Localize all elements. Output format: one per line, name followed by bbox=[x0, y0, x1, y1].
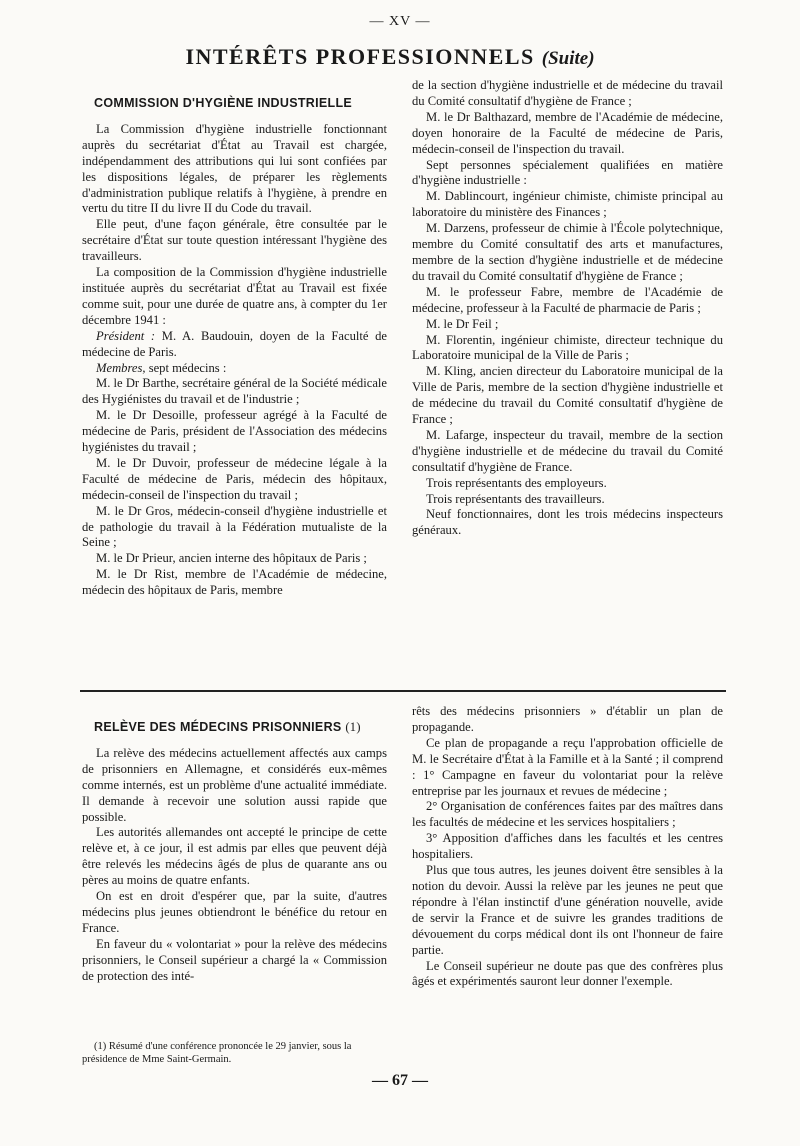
footnote-ref: (1) bbox=[345, 720, 361, 734]
paragraph: Plus que tous autres, les jeunes doivent être sensibles à la notion du devoir. Aussi la relève par les jeunes ne peut que répondre à l'élan instinctif d'une génération nouvelle, avide de servir la France et de suivre les grandes traditions de dévouement du corps médical dont ils ont l'honneur de faire partie. bbox=[412, 863, 723, 957]
member-entry: M. le Dr Prieur, ancien interne des hôpitaux de Paris ; bbox=[96, 551, 367, 566]
footnote bbox=[82, 1040, 387, 1066]
paragraph: Les autorités allemandes ont accepté le principe de cette relève et, à ce jour, il est admis par elles que peuvent déjà être relevés les médecins âgés de plus de quarante ans ou pères au moins de quatre enfants. bbox=[82, 825, 387, 888]
section-divider bbox=[80, 690, 726, 692]
page-number-roman: — XV — bbox=[369, 14, 431, 29]
membres-text: sept médecins : bbox=[145, 360, 227, 375]
paragraph: En faveur du « volontariat » pour la relève des médecins prisonniers, le Conseil supérieur a chargé la « Commission de protection des inté- bbox=[82, 936, 387, 983]
member-entry: M. Darzens, professeur de chimie à l'École polytechnique, membre du Comité consultatif des arts et manufactures, membre de la section d'hygiène industrielle et de médecine du travail du Comité consultatif d'hygiène de France ; bbox=[412, 221, 723, 283]
section1-column-left bbox=[82, 96, 387, 599]
paragraph: 3° Apposition d'affiches dans les facultés et les centres hospitaliers. bbox=[412, 831, 723, 862]
member-entry: M. le Dr Gros, médecin-conseil d'hygiène industrielle et de pathologie du travail à la Fédération mutualiste de la Seine ; bbox=[82, 503, 387, 550]
page-title-text: INTÉRÊTS PROFESSIONNELS bbox=[185, 44, 535, 69]
section2-heading bbox=[94, 720, 387, 736]
paragraph: Le Conseil supérieur ne doute pas que des confrères plus âgés et expérimentés sauront leur donner l'exemple. bbox=[412, 958, 723, 989]
member-entry: Trois représentants des travailleurs. bbox=[426, 491, 605, 506]
member-entry-continued: de la section d'hygiène industrielle et de médecine du travail du Comité consultatif d'hygiène de France ; bbox=[412, 78, 723, 108]
member-entry: M. Florentin, ingénieur chimiste, directeur technique du Laboratoire municipal de la Ville de Paris ; bbox=[412, 332, 723, 363]
membres-line bbox=[82, 361, 387, 377]
paragraph: On est en droit d'espérer que, par la suite, d'autres médecins plus jeunes obtiendront le bénéfice du retour en France. bbox=[82, 889, 387, 935]
member-entry: M. le Dr Balthazard, membre de l'Académie de médecine, doyen honoraire de la Faculté de médecine de Paris, médecin-conseil de l'inspection du travail. bbox=[412, 109, 723, 156]
paragraph-continued: rêts des médecins prisonniers » d'établir un plan de propagande. bbox=[412, 704, 723, 734]
member-entry: M. Lafarge, inspecteur du travail, membre de la section d'hygiène industrielle et de médecine du travail du Comité consultatif d'hygiène de France. bbox=[412, 427, 723, 474]
member-entry: M. Kling, ancien directeur du Laboratoire municipal de la Ville de Paris, membre de la section d'hygiène industrielle et de médecine du travail du Comité consultatif d'hygiène de France ; bbox=[412, 364, 723, 427]
member-entry: Trois représentants des employeurs. bbox=[426, 475, 607, 490]
president-text: M. A. Baudouin, doyen de la Faculté de médecine de Paris. bbox=[82, 328, 387, 359]
member-entry: M. le Dr Rist, membre de l'Académie de médecine, médecin des hôpitaux de Paris, membre bbox=[82, 567, 387, 598]
page-title-suffix: (Suite) bbox=[541, 48, 595, 69]
paragraph: La composition de la Commission d'hygiène industrielle instituée auprès du secrétariat d'État au Travail est fixée comme suit, pour une durée de quatre ans, à compter du 1er décembre 1941 : bbox=[82, 265, 387, 327]
member-entry: M. Dablincourt, ingénieur chimiste, chimiste principal au laboratoire du ministère des Finances ; bbox=[412, 189, 723, 220]
member-entry: M. le Dr Duvoir, professeur de médecine légale à la Faculté de médecine de Paris, médecin des hôpitaux, médecin-conseil de l'inspection du travail ; bbox=[82, 455, 387, 502]
membres-label: Membres, bbox=[96, 360, 146, 375]
member-entry: Neuf fonctionnaires, dont les trois médecins inspecteurs généraux. bbox=[412, 507, 723, 538]
paragraph: Sept personnes spécialement qualifiées en matière d'hygiène industrielle : bbox=[412, 157, 723, 188]
section1-column-right bbox=[412, 78, 723, 539]
section2-column-left bbox=[82, 720, 387, 985]
paragraph: La Commission d'hygiène industrielle fonctionnant auprès du secrétariat d'État au Travail est chargée, indépendamment des attributions qui lui sont confiées par les dispositions légales, de préparer les règlements d'administration publique relatifs à l'hygiène, à prendre en vertu du titre II du livre II du Code du travail. bbox=[82, 121, 387, 216]
president-line bbox=[82, 329, 387, 361]
footnote-text: (1) Résumé d'une conférence prononcée le 29 janvier, sous la présidence de Mme Saint-Germain. bbox=[82, 1041, 352, 1065]
page-number: — 67 — bbox=[372, 1072, 428, 1089]
paragraph: Elle peut, d'une façon générale, être consultée par le secrétaire d'État sur toute question intéressant l'hygiène des travailleurs. bbox=[82, 217, 387, 264]
paragraph: La relève des médecins actuellement affectés aux camps de prisonniers en Allemagne, et considérés eux-mêmes comme internés, est un problème d'une actualité immédiate. Il demande à recevoir une solution aussi rapide que possible. bbox=[82, 745, 387, 824]
paragraph: 2° Organisation de conférences faites par des maîtres dans les facultés de médecine et les services hospitaliers ; bbox=[412, 799, 723, 830]
member-entry: M. le Dr Feil ; bbox=[426, 316, 499, 331]
member-entry: M. le Dr Barthe, secrétaire général de la Société médicale des Hygiénistes du travail et de l'industrie ; bbox=[82, 376, 387, 407]
section2-heading-text: RELÈVE DES MÉDECINS PRISONNIERS bbox=[94, 720, 342, 734]
section2-column-right bbox=[412, 704, 723, 990]
member-entry: M. le Dr Desoille, professeur agrégé à la Faculté de médecine de Paris, président de l'Association des médecins hygiénistes du travail ; bbox=[82, 408, 387, 455]
member-entry: M. le professeur Fabre, membre de l'Académie de médecine, professeur à la Faculté de pharmacie de Paris ; bbox=[412, 284, 723, 315]
page-title bbox=[140, 44, 640, 70]
section1-heading: COMMISSION D'HYGIÈNE INDUSTRIELLE bbox=[94, 96, 353, 110]
paragraph: Ce plan de propagande a reçu l'approbation officielle de M. le Secrétaire d'État à la Famille et à la Santé ; il comprend : 1° Campagne en faveur du volontariat pour la relève entreprise par les journaux et revues de médecine ; bbox=[412, 735, 723, 798]
president-label: Président : bbox=[96, 328, 156, 343]
